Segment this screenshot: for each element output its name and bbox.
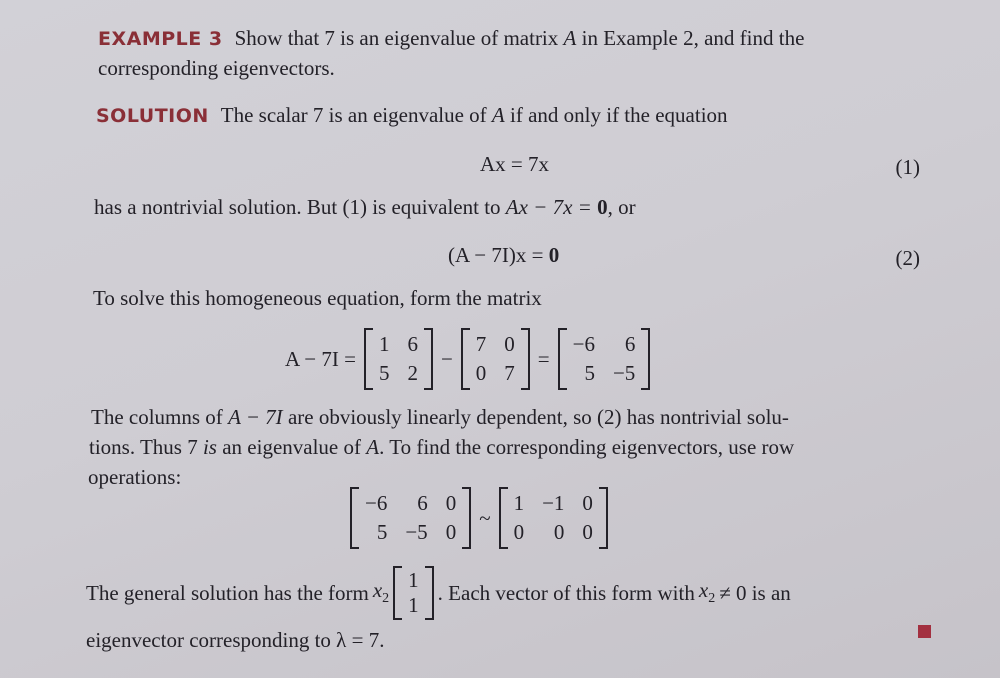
reduced-matrix: [499, 487, 608, 549]
x2-variable: x: [372, 578, 383, 603]
matrix-cell: 0: [553, 520, 565, 544]
para4-emphasis: is: [202, 435, 217, 459]
vector-cell: 1: [408, 568, 419, 592]
matrix-cell: 0: [445, 520, 457, 544]
matrix-cell: 7: [475, 332, 487, 356]
matrix-7i: [461, 328, 530, 390]
solution-text-b: if and only if the equation: [504, 103, 728, 127]
equation-3-lhs: A − 7I =: [285, 346, 356, 371]
equals-sign: =: [537, 346, 550, 371]
matrix-cell: 2: [407, 361, 418, 385]
matrix-cell: 6: [407, 332, 418, 356]
paragraph-3: To solve this homogeneous equation, form the matrix: [93, 286, 542, 310]
equation-2-lhs: (A − 7I)x =: [448, 243, 549, 267]
matrix-cell: 0: [513, 520, 525, 544]
equation-4: [350, 487, 608, 549]
matrix-cell: 7: [504, 361, 515, 385]
para4-text: The columns of: [91, 405, 229, 429]
para4-text: . To find the corresponding eigenvectors, use row: [379, 435, 795, 459]
para4-expr: A − 7I: [228, 405, 283, 429]
matrix-cell: 0: [504, 332, 515, 356]
matrix-cell: 0: [582, 491, 593, 515]
matrix-cell: −1: [542, 491, 565, 515]
para5-text: The general solution has the form: [86, 580, 369, 605]
solution-text-a: The scalar 7 is an eigenvalue of: [220, 103, 492, 127]
zero-vector: 0: [597, 195, 608, 219]
paragraph-4-line-2: [89, 435, 794, 460]
equation-1: Ax = 7x: [480, 152, 550, 176]
matrix-cell: 0: [475, 361, 487, 385]
para4-text: tions. Thus 7: [89, 435, 203, 459]
matrix-a: [364, 328, 433, 390]
solution-vector: [393, 566, 434, 620]
matrix-cell: −5: [612, 361, 636, 385]
para4-text: an eigenvalue of: [216, 435, 367, 459]
matrix-result: [558, 328, 651, 390]
equation-3: [285, 328, 650, 390]
matrix-cell: 5: [378, 361, 390, 385]
matrix-a-italic: A: [563, 26, 577, 50]
para2-equation: Ax − 7x =: [505, 195, 598, 219]
example-line-1: [98, 26, 804, 51]
end-of-proof-square-icon: [918, 625, 931, 638]
matrix-cell: 0: [445, 491, 457, 515]
para5-text: ≠ 0 is an: [719, 580, 791, 605]
matrix-cell: 0: [582, 520, 593, 544]
example-line-2: corresponding eigenvectors.: [98, 56, 335, 80]
solution-line: [96, 103, 728, 128]
paragraph-2: [94, 195, 636, 220]
equation-2: [448, 243, 559, 268]
minus-sign: −: [440, 346, 453, 371]
example-text-a: Show that 7 is an eigenvalue of matrix: [234, 26, 564, 50]
example-heading: EXAMPLE 3: [98, 28, 223, 50]
subscript: 2: [708, 591, 716, 607]
example-text-b: in Example 2, and find the: [576, 26, 805, 50]
matrix-cell: 5: [584, 361, 595, 385]
paragraph-5-line-2: eigenvector corresponding to λ = 7.: [86, 628, 385, 652]
matrix-cell: −6: [572, 332, 595, 356]
x2-variable: x: [698, 578, 709, 603]
row-equivalence-symbol: ~: [479, 505, 491, 530]
matrix-cell: 6: [624, 332, 636, 356]
vector-cell: 1: [408, 593, 419, 617]
para5-text: . Each vector of this form with: [437, 580, 695, 605]
para4-text: are obviously linearly dependent, so (2) has nontrivial solu-: [282, 405, 789, 429]
matrix-cell: 1: [513, 491, 525, 515]
zero-vector: 0: [548, 243, 560, 267]
matrix-cell: −6: [365, 491, 388, 515]
matrix-a-italic: A: [366, 435, 380, 459]
matrix-cell: −5: [405, 520, 428, 544]
subscript: 2: [382, 591, 390, 607]
matrix-a-italic: A: [491, 103, 505, 127]
matrix-cell: 1: [378, 332, 390, 356]
para2-text: has a nontrivial solution. But (1) is equivalent to: [94, 195, 506, 219]
para2-end: , or: [607, 195, 636, 219]
matrix-cell: 6: [417, 491, 428, 515]
solution-heading: SOLUTION: [96, 105, 209, 127]
matrix-cell: 5: [376, 520, 388, 544]
paragraph-4-line-1: [91, 405, 789, 430]
equation-1-number: (1): [895, 155, 920, 179]
equation-2-number: (2): [895, 246, 920, 270]
augmented-matrix: [350, 487, 471, 549]
paragraph-5-line-1: [86, 566, 791, 620]
paragraph-4-line-3: operations:: [88, 465, 182, 489]
